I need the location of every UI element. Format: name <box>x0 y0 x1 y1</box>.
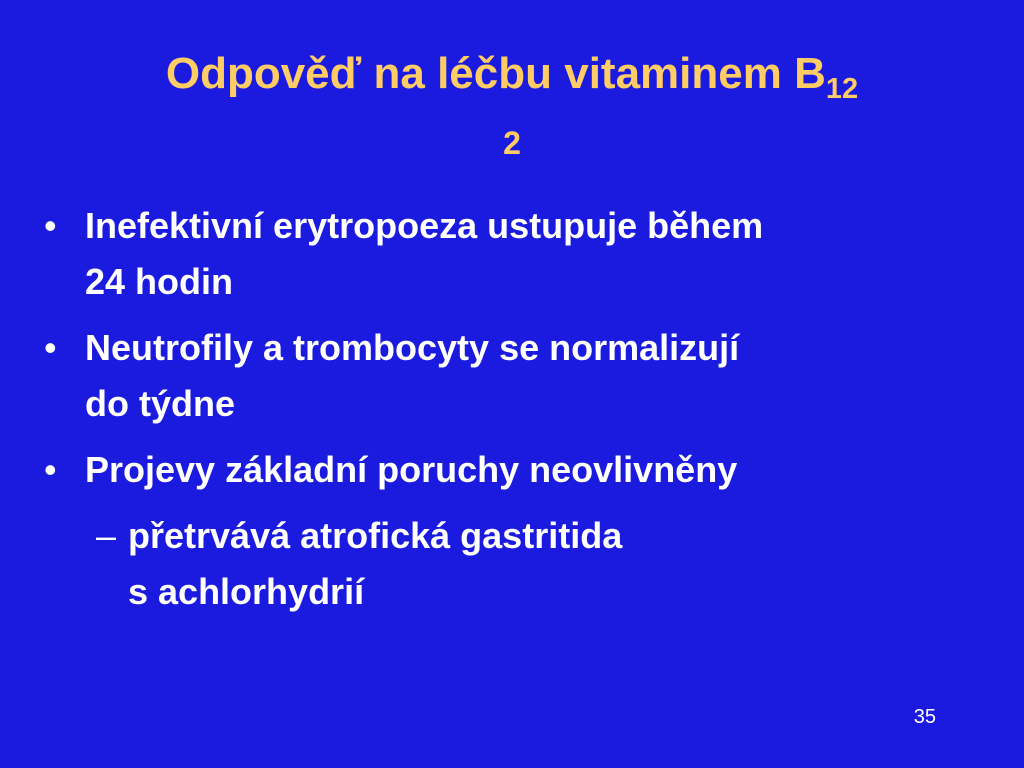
slide-title-subscript: 12 <box>825 73 859 105</box>
bullet-item <box>40 198 980 310</box>
slide-title-line2: 2 <box>503 125 521 161</box>
slide-title <box>0 49 1024 105</box>
bullet-text-line1: Inefektivní erytropoeza ustupuje během <box>85 205 764 246</box>
bullet-list <box>40 198 980 620</box>
slide-title-text: Odpověď na léčbu vitaminem B <box>165 49 826 98</box>
bullet-dot: • <box>44 205 57 246</box>
bullet-dot: • <box>44 327 57 368</box>
bullet-dot: • <box>44 449 57 490</box>
bullet-item <box>40 320 980 432</box>
sub-bullet-text-line1: přetrvává atrofická gastritida <box>128 515 623 556</box>
sub-bullet-item <box>40 508 980 620</box>
sub-bullet-text-line2: s achlorhydrií <box>128 571 365 612</box>
page-number: 35 <box>913 706 936 728</box>
bullet-text-line1: Neutrofily a trombocyty se normalizují <box>85 327 740 368</box>
sub-bullet-dash: – <box>96 515 117 556</box>
bullet-item <box>40 442 980 498</box>
bullet-text-line2: 24 hodin <box>85 261 234 302</box>
bullet-text-line1: Projevy základní poruchy neovlivněny <box>85 449 738 490</box>
bullet-text-line2: do týdne <box>85 383 235 424</box>
